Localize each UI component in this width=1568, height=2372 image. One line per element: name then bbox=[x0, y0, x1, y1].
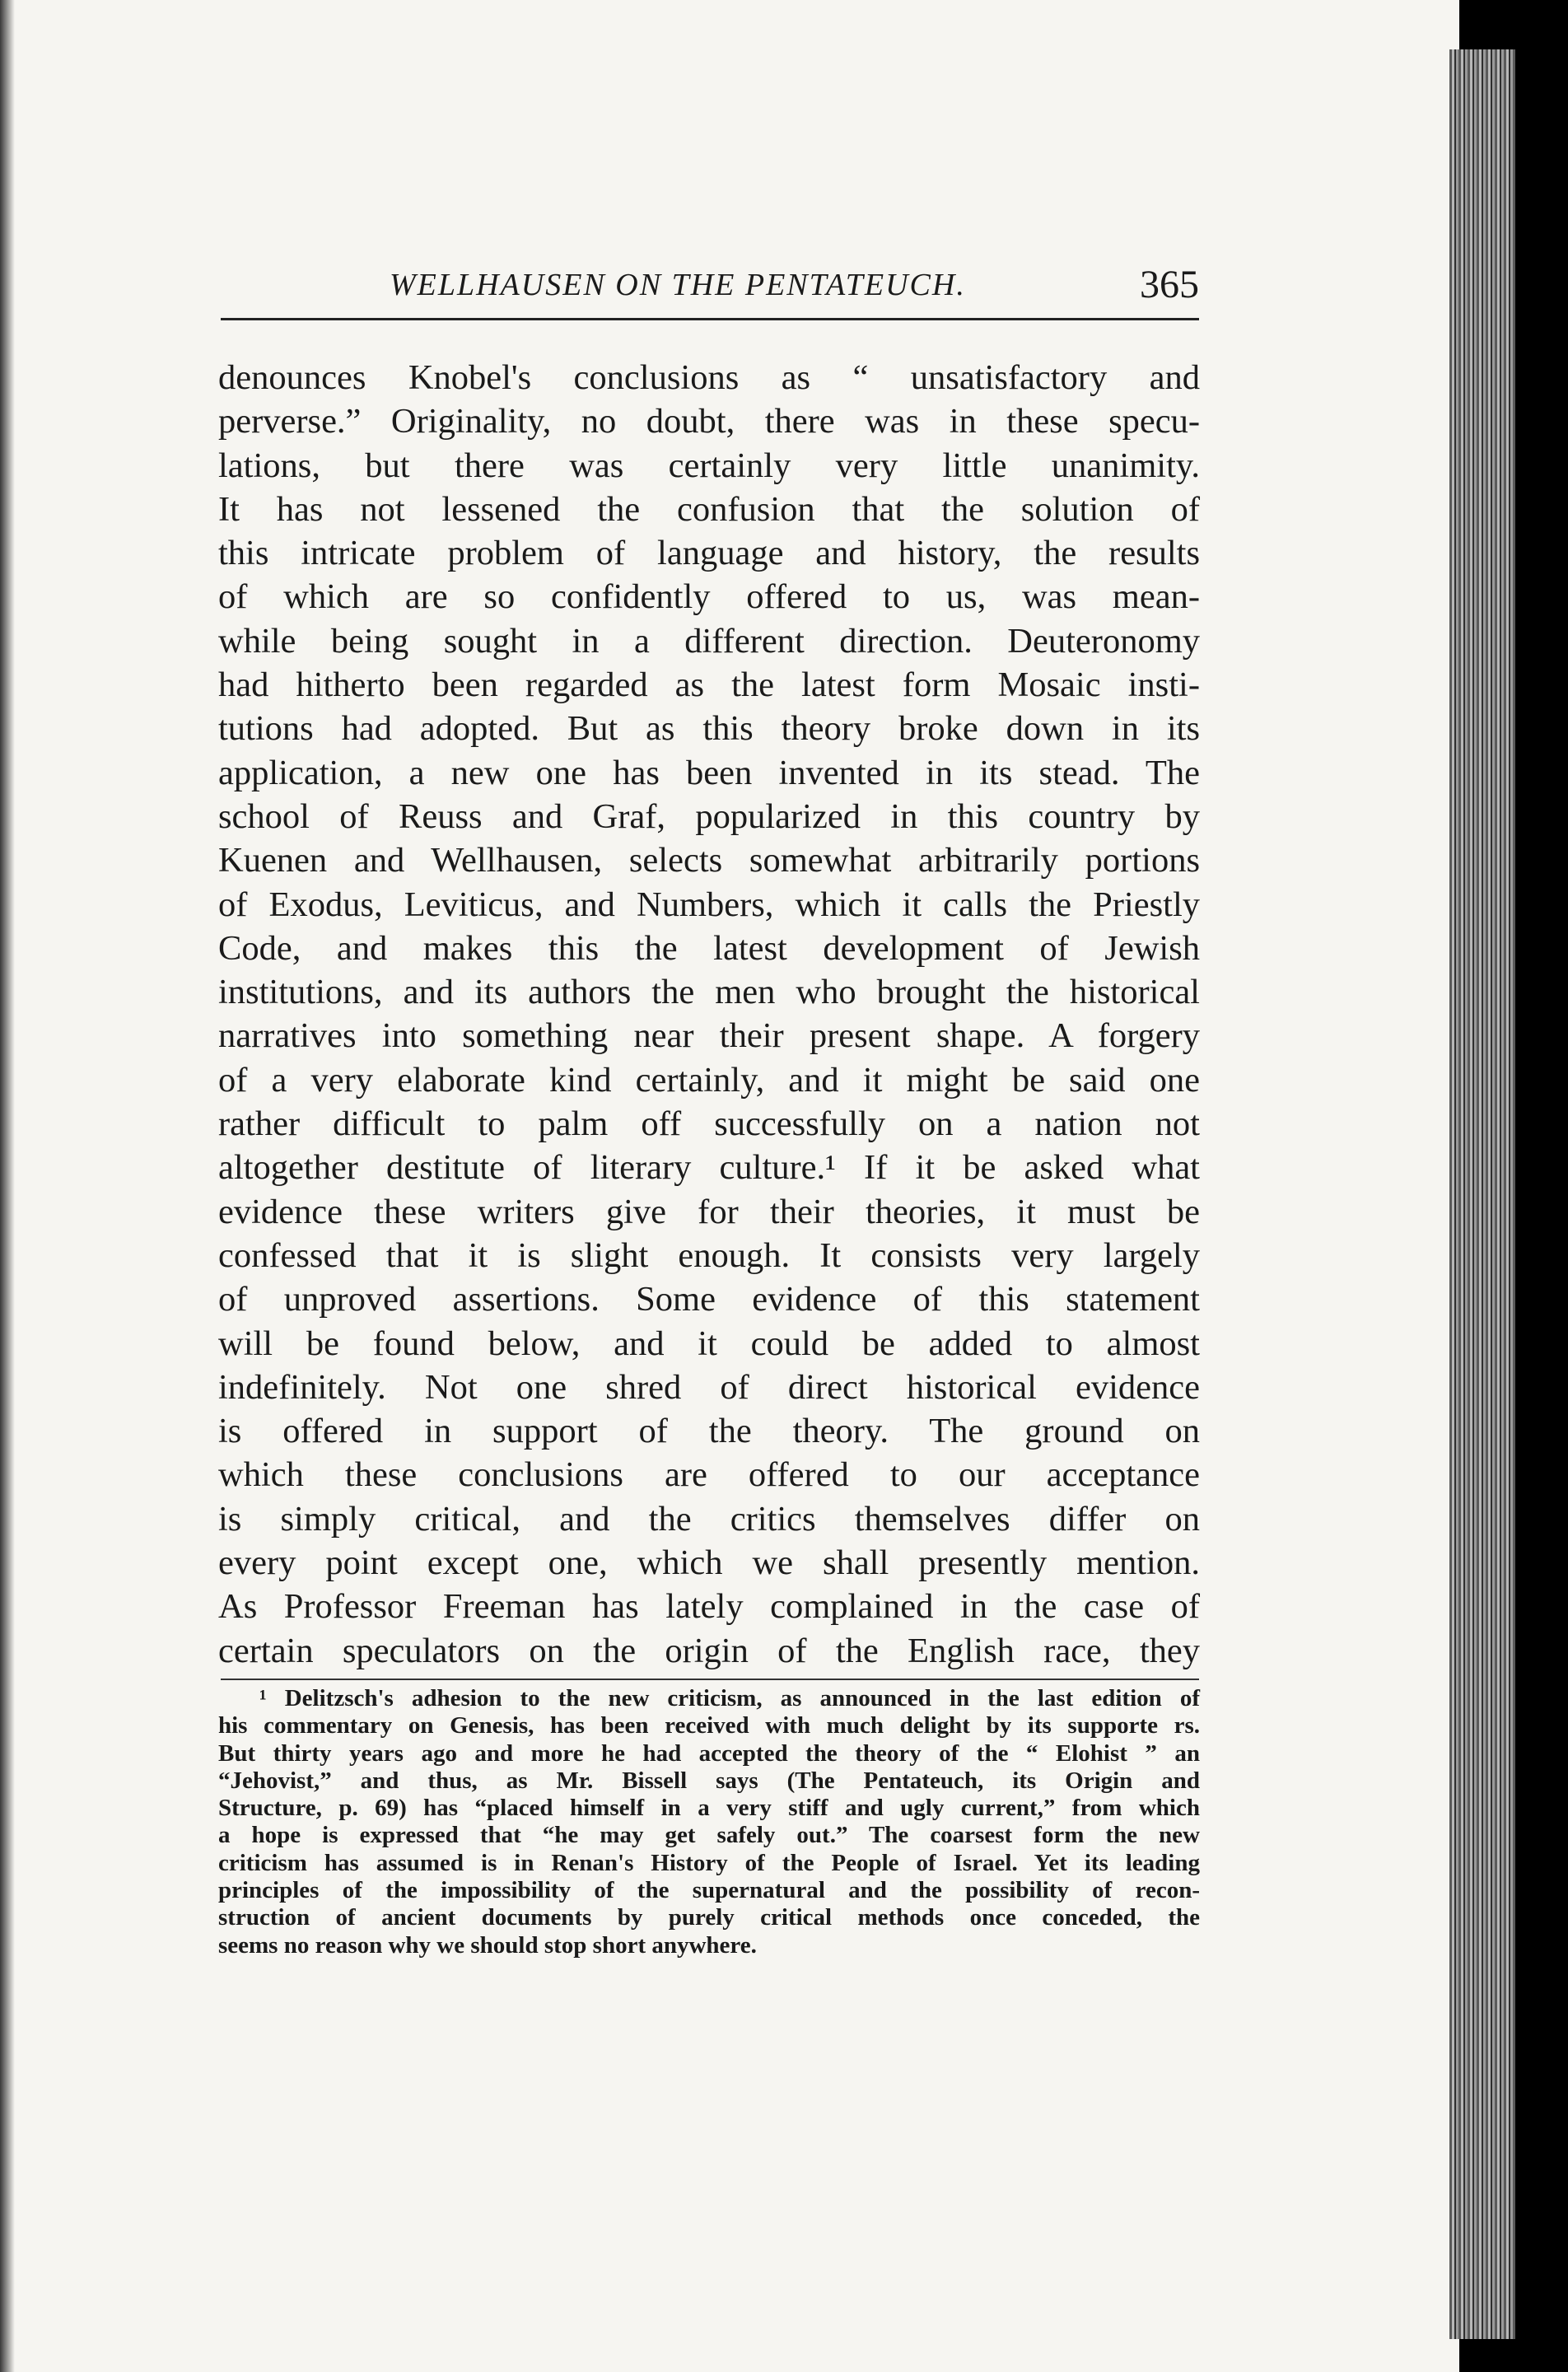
body-line: rather difficult to palm off successfully on a nation not bbox=[218, 1104, 1200, 1144]
body-line: school of Reuss and Graf, popularized in this country by bbox=[218, 796, 1200, 836]
body-line: every point except one, which we shall presently mention. bbox=[218, 1543, 1200, 1583]
body-line: lations, but there was certainly very little unanimity. bbox=[218, 446, 1200, 485]
body-line: Code, and makes this the latest development of Jewish bbox=[218, 928, 1200, 968]
body-line: institutions, and its authors the men who brought the historical bbox=[218, 973, 1200, 1012]
running-head-rule bbox=[221, 318, 1199, 320]
body-line: of unproved assertions. Some evidence of this statement bbox=[218, 1280, 1200, 1319]
body-line: of Exodus, Leviticus, and Numbers, which it calls the Priestly bbox=[218, 885, 1200, 924]
body-line: while being sought in a different direction. Deuteronomy bbox=[218, 621, 1200, 661]
footnote-line: Structure, p. 69) has “placed himself in a very stiff and ugly current,” from which bbox=[218, 1795, 1200, 1822]
footnote-line: his commentary on Genesis, has been received with much delight by its supporte rs. bbox=[218, 1712, 1200, 1739]
body-line: altogether destitute of literary culture.¹ If it be asked what bbox=[218, 1148, 1200, 1188]
body-line: will be found below, and it could be added to almost bbox=[218, 1324, 1200, 1363]
body-line: perverse.” Originality, no doubt, there was in these specu- bbox=[218, 402, 1200, 441]
body-line: of which are so confidently offered to us, was mean- bbox=[218, 577, 1200, 617]
body-line: Kuenen and Wellhausen, selects somewhat arbitrarily portions bbox=[218, 841, 1200, 880]
body-line: As Professor Freeman has lately complained in the case of bbox=[218, 1587, 1200, 1627]
running-head bbox=[221, 262, 1199, 320]
body-line: evidence these writers give for their theories, it must be bbox=[218, 1192, 1200, 1231]
page-gutter-shadow bbox=[0, 0, 15, 2372]
body-line: application, a new one has been invented in its stead. The bbox=[218, 753, 1200, 792]
body-line: confessed that it is slight enough. It consists very largely bbox=[218, 1235, 1200, 1275]
body-line: denounces Knobel's conclusions as “ unsatisfactory and bbox=[218, 358, 1200, 397]
body-line: narratives into something near their present shape. A forgery bbox=[218, 1016, 1200, 1056]
body-line: is simply critical, and the critics themselves differ on bbox=[218, 1499, 1200, 1539]
footnote-line: a hope is expressed that “he may get safely out.” The coarsest form the new bbox=[218, 1822, 1200, 1849]
footnote-line: But thirty years ago and more he had accepted the theory of the “ Elohist ” an bbox=[218, 1739, 1200, 1767]
footnotes bbox=[218, 1685, 1200, 1959]
body-line: It has not lessened the confusion that the solution of bbox=[218, 489, 1200, 529]
footnote-line: principles of the impossibility of the supernatural and the possibility of recon- bbox=[218, 1877, 1200, 1904]
body-line: tutions had adopted. But as this theory broke down in its bbox=[218, 709, 1200, 749]
footnote-line: “Jehovist,” and thus, as Mr. Bissell says (The Pentateuch, its Origin and bbox=[218, 1767, 1200, 1794]
scan-border bbox=[1515, 0, 1568, 2372]
page-stack-edge bbox=[1449, 49, 1515, 2339]
running-head-title: WELLHAUSEN ON THE PENTATEUCH. bbox=[390, 268, 966, 302]
body-line: this intricate problem of language and history, the results bbox=[218, 534, 1200, 573]
footnote-rule bbox=[221, 1679, 1199, 1680]
body-line: certain speculators on the origin of the English race, they bbox=[218, 1631, 1200, 1670]
footnote-line: seems no reason why we should stop short anywhere. bbox=[218, 1931, 757, 1959]
footnote-line: struction of ancient documents by purely critical methods once conceded, the bbox=[218, 1904, 1200, 1931]
body-line: which these conclusions are offered to our acceptance bbox=[218, 1455, 1200, 1495]
body-line: is offered in support of the theory. The ground on bbox=[218, 1412, 1200, 1451]
footnote-line: ¹ Delitzsch's adhesion to the new criticism, as announced in the last edition of bbox=[259, 1685, 1200, 1711]
page-number: 365 bbox=[1140, 263, 1199, 306]
body-text bbox=[218, 356, 1200, 1673]
body-line: of a very elaborate kind certainly, and it might be said one bbox=[218, 1060, 1200, 1100]
footnote-line: criticism has assumed is in Renan's History of the People of Israel. Yet its leading bbox=[218, 1849, 1200, 1876]
body-line: indefinitely. Not one shred of direct historical evidence bbox=[218, 1367, 1200, 1407]
body-line: had hitherto been regarded as the latest form Mosaic insti- bbox=[218, 665, 1200, 705]
